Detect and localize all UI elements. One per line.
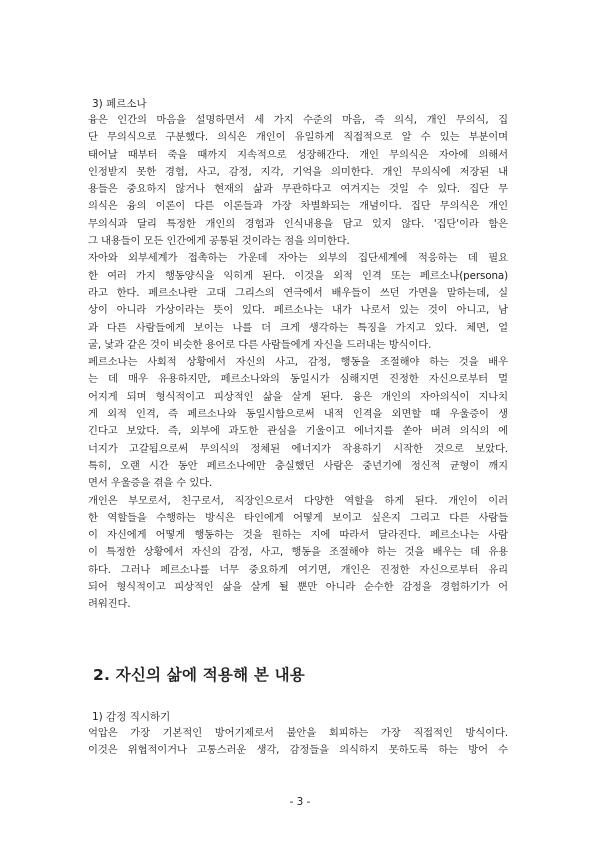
text-line: 자아와 외부세계가 접촉하는 가운데 자아는 외부의 집단세계에 적응하는 데 필요 <box>88 252 508 265</box>
paragraph-consciousness <box>88 112 508 250</box>
subsection-heading-persona: 3) 페르소나 <box>92 98 147 110</box>
text-line: 그 내용들이 모든 인간에게 공통된 것이라는 점을 의미한다. <box>88 235 350 248</box>
paragraph-repression <box>88 725 508 760</box>
text-line: 한 역할들을 수행하는 방식은 타인에게 어떻게 보이고 싶은지 그리고 다른 사람들 <box>88 511 508 524</box>
text-line: 려워진다. <box>88 598 131 611</box>
text-line: 는 데 매우 유용하지만, 페르소나와의 동일시가 심해지면 진정한 자신으로부터 멀 <box>88 373 508 386</box>
text-line: 어지게 되며 형식적이고 피상적인 삶을 살게 된다. 융은 개인의 자아의식이 지나치 <box>88 390 508 403</box>
subsection-heading-emotion: 1) 감정 직시하기 <box>92 711 171 723</box>
text-line: 용들은 중요하지 않거나 현재의 삶과 무관하다고 여겨지는 것일 수 있다. 집단 무 <box>88 183 508 196</box>
text-line: 억압은 가장 기본적인 방어기제로서 불안을 회피하는 가장 직접적인 방식이다. <box>88 727 508 739</box>
text-line: 너지가 고갈됨으로써 무의식의 정체된 에너지가 작용하기 시작한 것으로 보았다. <box>88 442 508 455</box>
text-line: 이 자신에게 어떻게 행동하는 것을 원하는 지에 따라서 달라진다. 페르소나는 사람 <box>88 529 508 542</box>
text-line: 상이 아니라 가상이라는 뜻이 있다. 페르소나는 내가 나로서 있는 것이 아니고, 남 <box>88 304 508 317</box>
text-line: 면서 우울증을 겪을 수 있다. <box>88 477 213 490</box>
text-line: 개인은 부모로서, 친구로서, 직장인으로서 다양한 역할을 하게 된다. 개인이 이러 <box>88 494 508 507</box>
text-line: 페르소나는 사회적 상황에서 자신의 사고, 감정, 행동을 조절해야 하는 것을 배우 <box>88 356 508 369</box>
text-line: 태어날 때부터 죽을 때까지 지속적으로 성장해간다. 개인 무의식은 자아에 의해서 <box>88 148 508 161</box>
text-line: 과 다른 사람들에게 보이는 나를 더 크게 생각하는 특징을 가지고 있다. 체면, 얼 <box>88 321 508 334</box>
text-line: 인정받지 못한 경험, 사고, 감정, 지각, 기억을 의미한다. 개인 무의식에 저장된 내 <box>88 165 508 178</box>
text-line: 굴, 낯과 같은 것이 비슷한 용어로 다른 사람들에게 자신을 드러내는 방식이다. <box>88 338 432 351</box>
paragraph-persona-roles <box>88 493 508 614</box>
text-line: 되어 형식적이고 피상적인 삶을 살게 될 뿐만 아니라 순수한 감정을 경험하기가 어 <box>88 581 508 594</box>
page-number: - 3 - <box>289 796 311 808</box>
text-line: 융은 인간의 마음을 설명하면서 세 가지 수준의 마음, 즉 의식, 개인 무의식, 집 <box>88 114 508 126</box>
text-line: 이 특정한 상황에서 자신의 감정, 사고, 행동을 조절해야 하는 것을 배우는 데 유용 <box>88 546 508 559</box>
text-line: 한 여러 가지 행동양식을 익히게 된다. 이것을 외적 인격 또는 페르소나(persona) <box>88 269 508 282</box>
text-line: 단 무의식으로 구분했다. 의식은 개인이 유일하게 직접적으로 알 수 있는 부분이며 <box>88 131 508 144</box>
text-line: 무의식과 달리 특정한 개인의 경험과 인식내용을 담고 있지 않다. '집단'이라 함은 <box>88 217 508 230</box>
text-line: 이것은 위협적이거나 고통스러운 생각, 감정들을 의식하지 못하도록 하는 방어 수 <box>88 744 508 757</box>
text-line: 게 외적 인격, 즉 페르소나와 동일시함으로써 내적 인격을 외면할 때 우울증이 생 <box>88 408 508 421</box>
section-title: 2. 자신의 삶에 적용해 본 내용 <box>93 666 305 684</box>
text-line: 하다. 그러나 페르소나를 너무 중요하게 여기면, 개인은 진정한 자신으로부터 유리 <box>88 563 508 576</box>
paragraph-persona-definition <box>88 250 508 354</box>
text-line: 특히, 오랜 시간 동안 페르소나에만 충실했던 사람은 중년기에 정신적 균형이 깨지 <box>88 459 508 472</box>
paragraph-persona-identification <box>88 354 508 492</box>
text-line: 의식은 융의 이론이 다른 이론들과 가장 차별화되는 개념이다. 집단 무의식은 개인 <box>88 200 508 213</box>
text-line: 긴다고 보았다. 즉, 외부에 과도한 관심을 기울이고 에너지를 쏟아 버려 의식의 에 <box>88 425 508 438</box>
text-line: 라고 한다. 페르소나란 고대 그리스의 연극에서 배우들이 쓰던 가면을 말하는데, 실 <box>88 286 508 299</box>
